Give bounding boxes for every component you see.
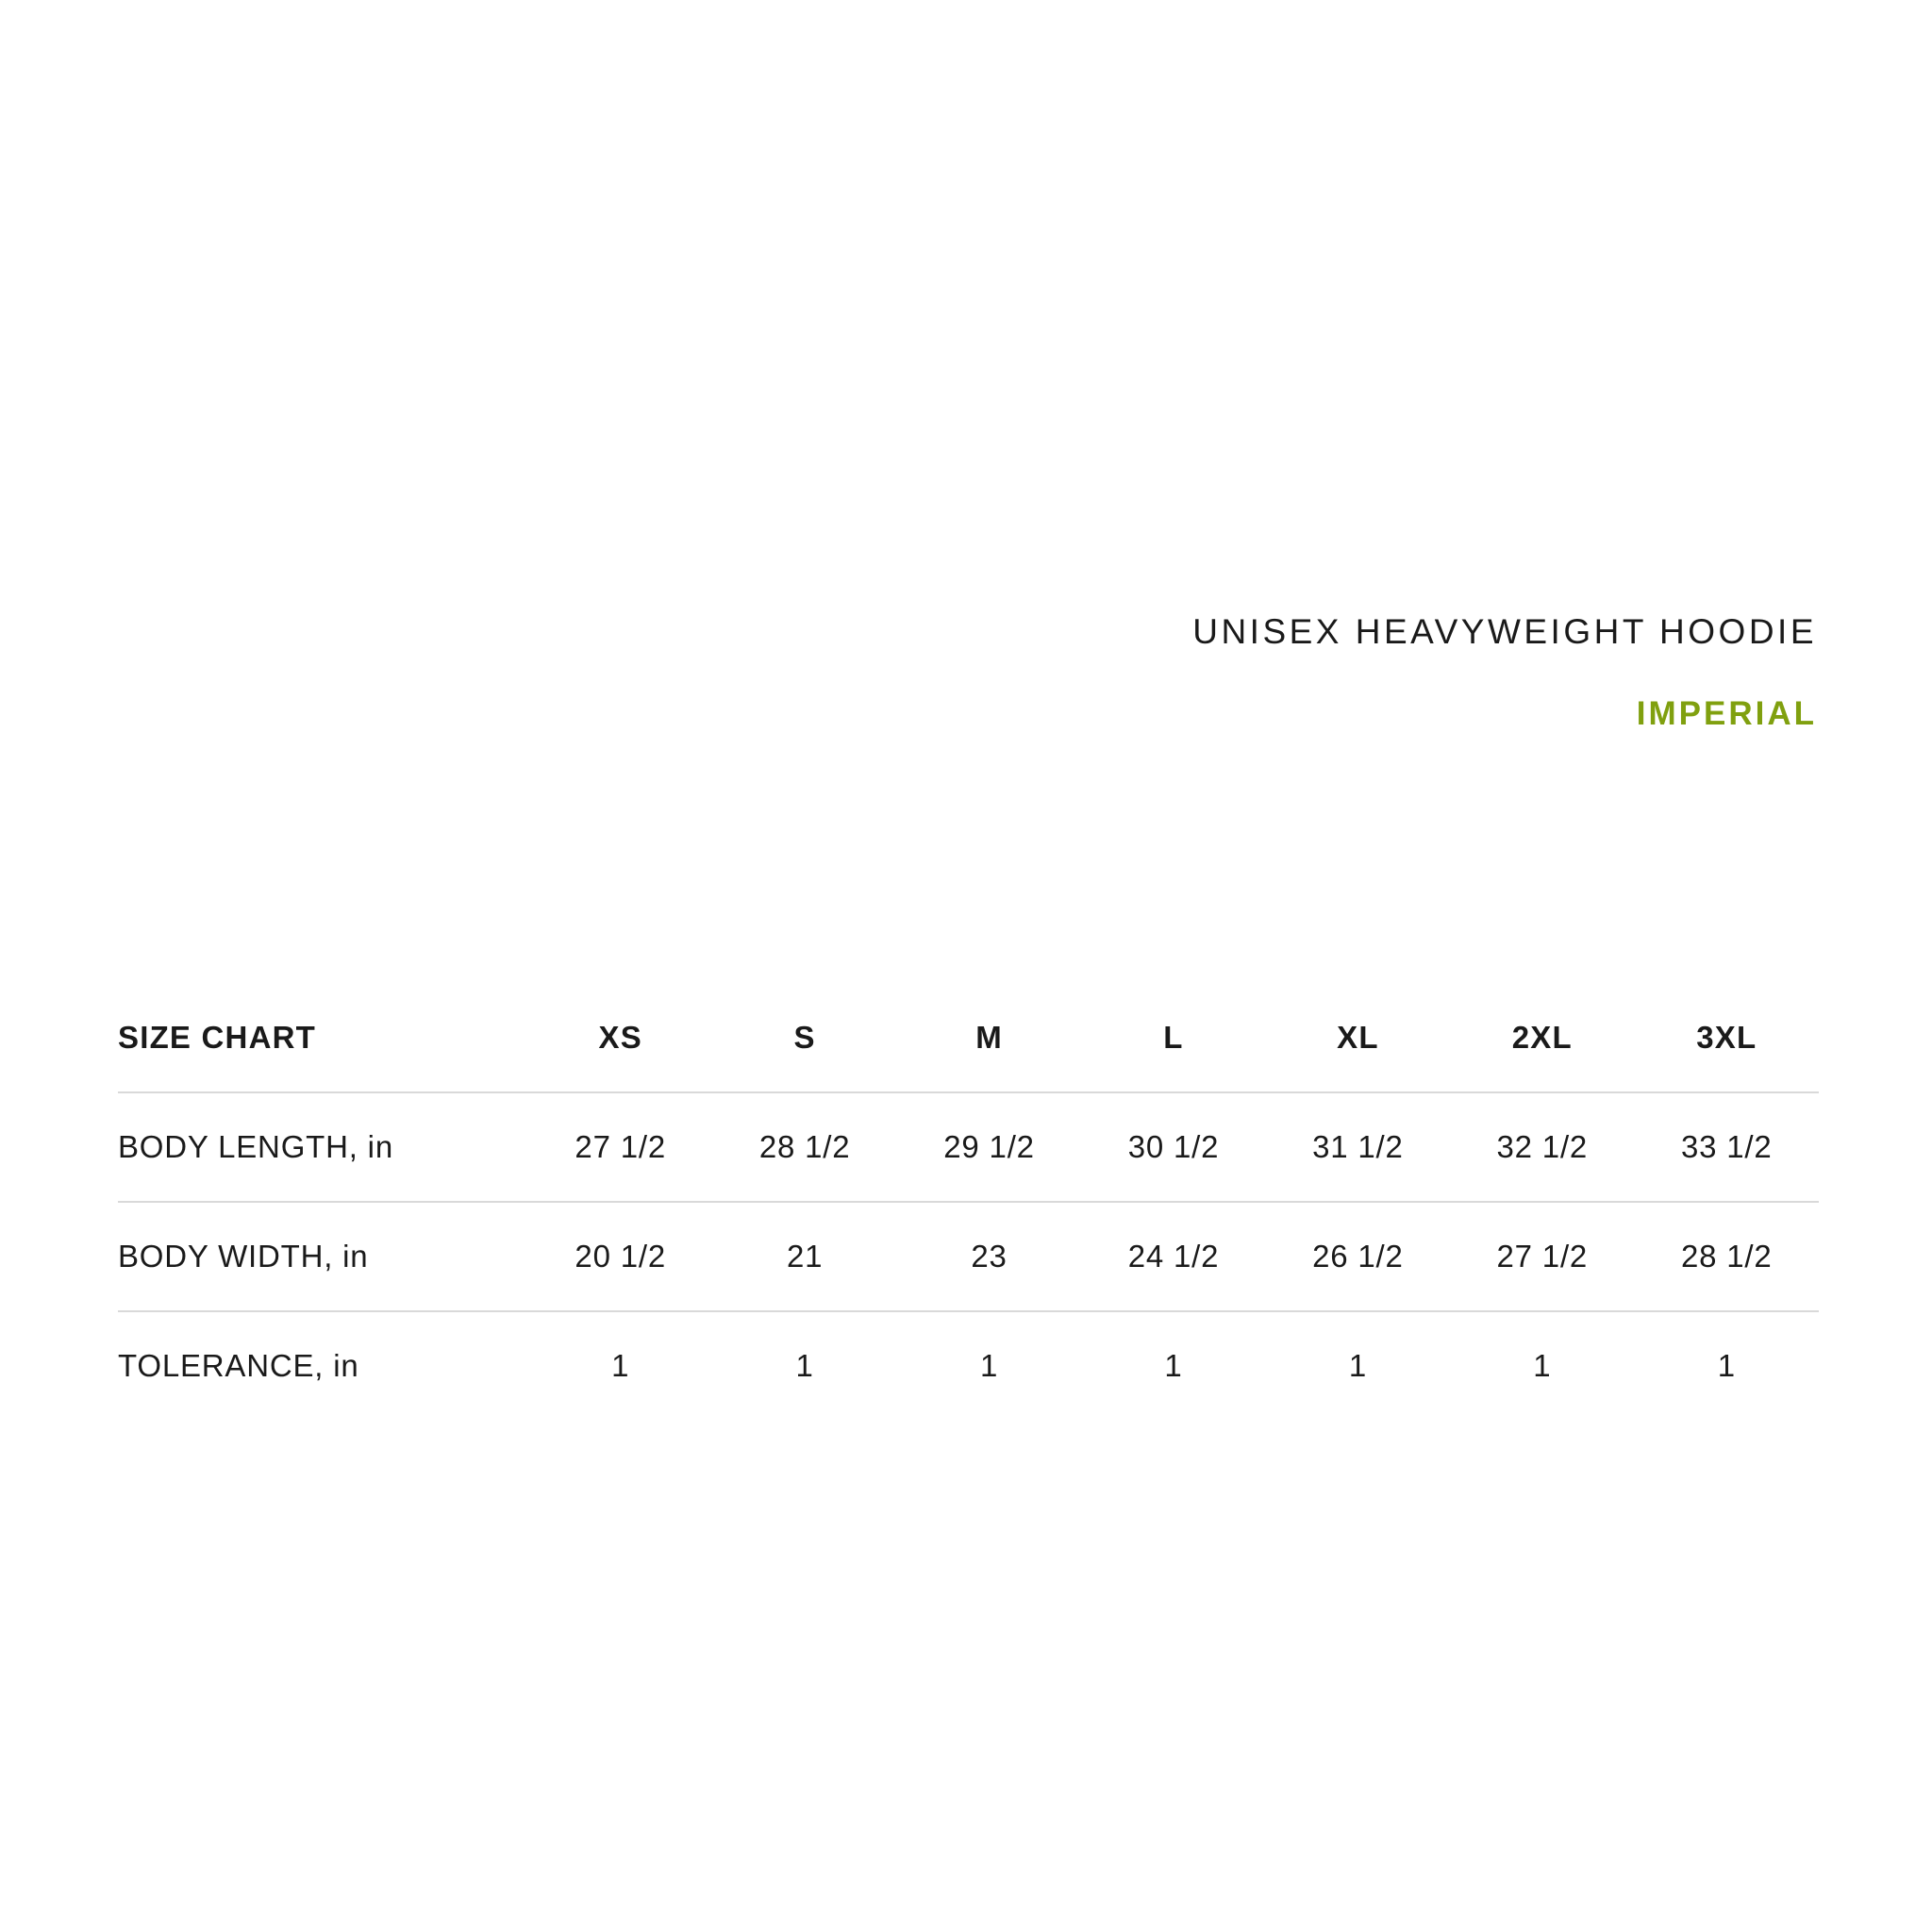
cell-body-length-2xl: 32 1/2 [1496, 1129, 1589, 1164]
cell-tolerance-m: 1 [979, 1348, 999, 1383]
cell-tolerance-xs: 1 [611, 1348, 630, 1383]
column-header-size-chart: SIZE CHART [118, 1020, 316, 1055]
column-header-xs: XS [598, 1020, 642, 1055]
header-block [1192, 611, 1817, 735]
row-label-tolerance: TOLERANCE, in [118, 1348, 359, 1383]
cell-body-width-s: 21 [786, 1239, 824, 1274]
product-title: UNISEX HEAVYWEIGHT HOODIE [1192, 612, 1817, 651]
column-header-l: L [1163, 1020, 1184, 1055]
cell-tolerance-xl: 1 [1348, 1348, 1367, 1383]
cell-body-length-s: 28 1/2 [758, 1129, 851, 1164]
column-header-m: M [975, 1020, 1003, 1055]
cell-body-width-xl: 26 1/2 [1312, 1239, 1404, 1274]
size-chart-table [118, 984, 1819, 1420]
cell-body-length-3xl: 33 1/2 [1680, 1129, 1773, 1164]
cell-tolerance-3xl: 1 [1717, 1348, 1736, 1383]
table-header-row [118, 984, 1819, 1092]
table-row-tolerance [118, 1311, 1819, 1420]
cell-body-length-m: 29 1/2 [943, 1129, 1035, 1164]
table-row-body-width [118, 1202, 1819, 1311]
cell-body-width-2xl: 27 1/2 [1496, 1239, 1589, 1274]
cell-body-length-l: 30 1/2 [1127, 1129, 1220, 1164]
column-header-s: S [793, 1020, 816, 1055]
cell-body-length-xl: 31 1/2 [1312, 1129, 1404, 1164]
cell-tolerance-s: 1 [795, 1348, 814, 1383]
cell-body-width-l: 24 1/2 [1127, 1239, 1220, 1274]
cell-tolerance-l: 1 [1164, 1348, 1183, 1383]
cell-body-width-xs: 20 1/2 [575, 1239, 666, 1274]
row-label-body-length: BODY LENGTH, in [118, 1129, 393, 1164]
cell-tolerance-2xl: 1 [1533, 1348, 1552, 1383]
cell-body-width-m: 23 [971, 1239, 1008, 1274]
row-label-body-width: BODY WIDTH, in [118, 1239, 369, 1274]
cell-body-width-3xl: 28 1/2 [1680, 1239, 1773, 1274]
table-row-body-length [118, 1092, 1819, 1202]
column-header-3xl: 3XL [1696, 1020, 1757, 1055]
column-header-2xl: 2XL [1511, 1020, 1573, 1055]
column-header-xl: XL [1337, 1020, 1379, 1055]
unit-system-label: IMPERIAL [1636, 695, 1817, 732]
cell-body-length-xs: 27 1/2 [575, 1129, 666, 1164]
